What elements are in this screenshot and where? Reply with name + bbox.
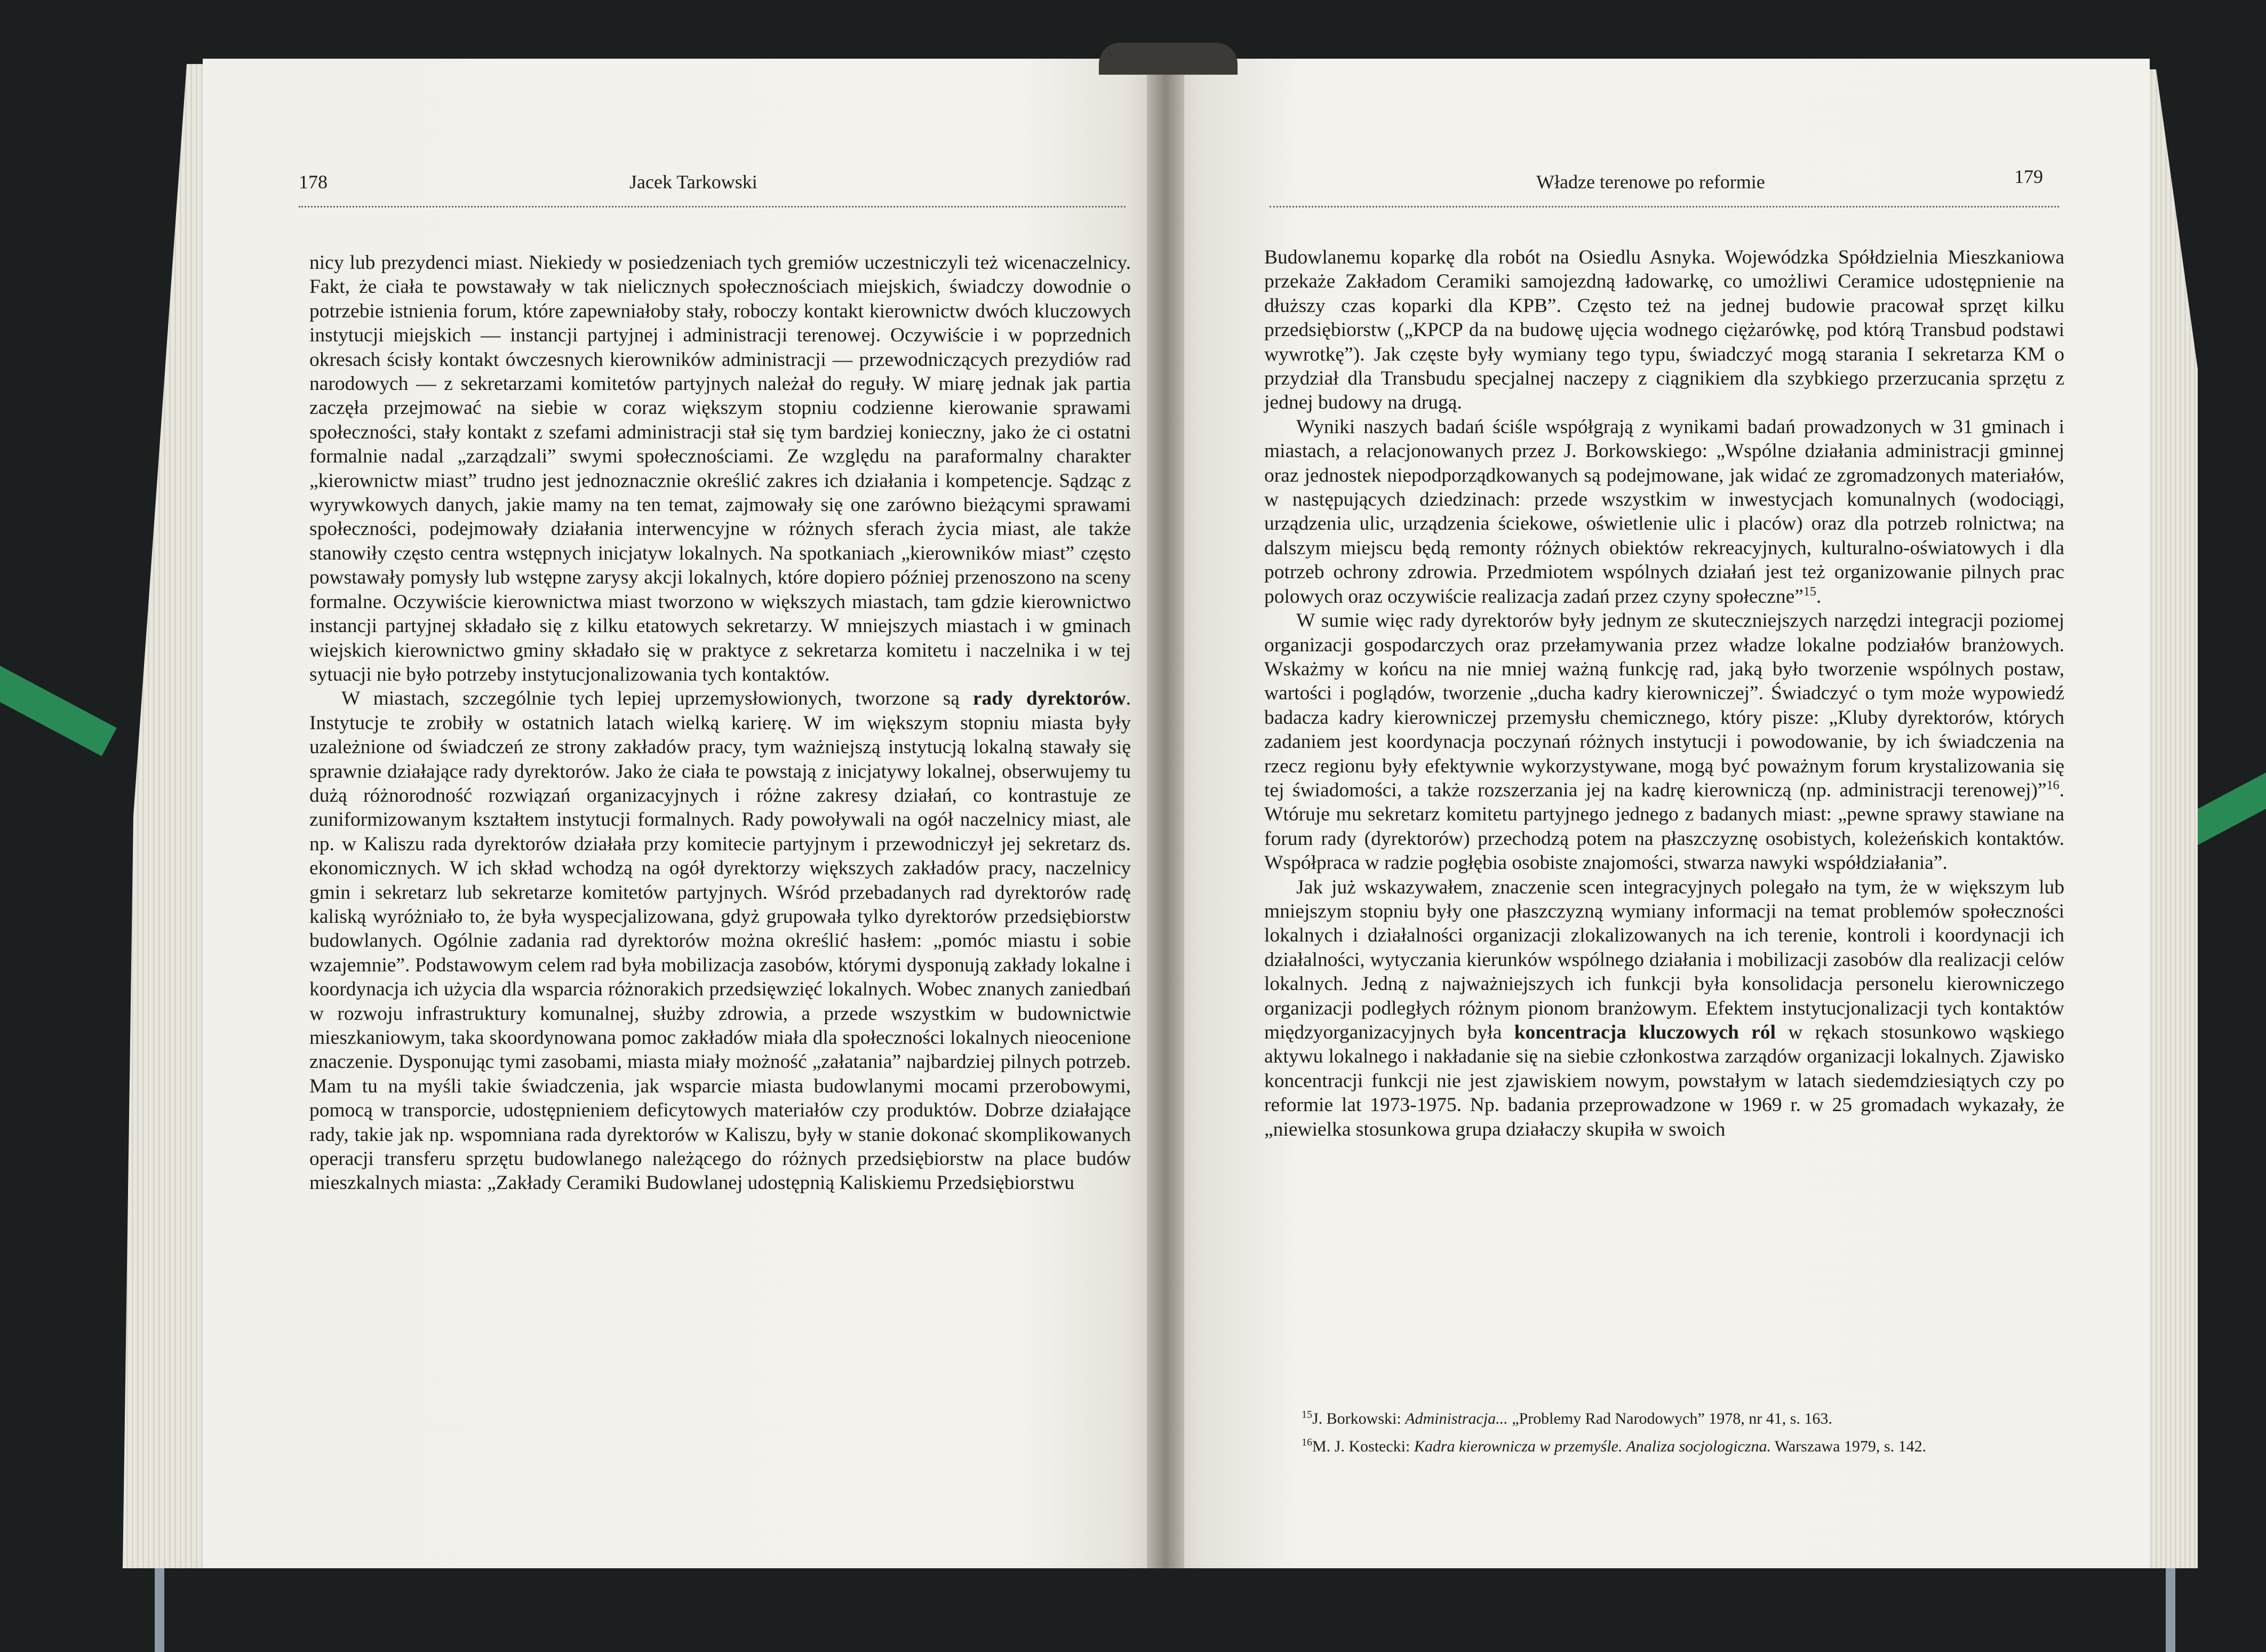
footnote-number: 15 [1302,1409,1312,1420]
right-page-header [1163,166,2150,203]
right-page [1163,59,2150,1568]
paragraph [1264,609,2064,875]
running-head: Jacek Tarkowski [629,171,757,193]
footnote-title: Kadra kierownicza w przemyśle. Analiza socjologiczna. [1414,1438,1771,1455]
page-number: 179 [2014,166,2043,187]
header-rule [299,206,1126,208]
bold-term: koncentracja kluczowych ról [1514,1021,1776,1043]
text-run: . [1816,585,1822,608]
left-page [203,59,1163,1568]
footnote-text: J. Borkowski: [1312,1410,1406,1427]
right-page-body [1264,245,2064,1142]
paragraph [1264,875,2064,1142]
footnote-text: „Problemy Rad Narodowych” 1978, nr 41, s. 163. [1507,1410,1832,1427]
footnotes [1302,1403,2064,1458]
footnote [1302,1403,2064,1431]
footnote-reference: 16 [2046,778,2060,793]
book-gutter [1147,43,1184,1568]
paragraph [1264,245,2064,415]
paragraph [309,251,1131,687]
text-run: Budowlanemu koparkę dla robót na Osiedlu Asnyka. Wojewódzka Spółdzielnia Mieszkaniowa przekaże Zakładom Ceramiki samojezdną ładowarkę, co umożliwi Ceramice udostępnienie na dłuższy czas koparki dla KPB”. Często też na jednej budowie pracował sprzęt kilku przedsiębiorstw („KPCP da na budowę ujęcia wodnego ciężarówkę, pod którą Transbud podstawi wywrotkę”). Jak częste były wymiany tego typu, świadczyć mogą starania I sekretarza KM o przydział dla Transbudu specjalnej naczepy z ciągnikiem dla szybkiego przerzucania sprzętu z jednej budowy na drugą. [1264,246,2064,414]
page-number: 178 [299,171,328,193]
footnote-reference: 15 [1803,585,1816,599]
text-run: W miastach, szczególnie tych lepiej uprzemysłowionych, tworzone są [341,688,973,710]
left-page-header [203,171,1163,203]
header-rule [1270,206,2059,208]
text-run: W sumie więc rady dyrektorów były jednym ze skuteczniejszych narzędzi integracji poziomej organizacji gospodarczych oraz przełamywania przez władze lokalne podziałów branżowych. Wskażmy w końcu na nie mniej ważną funkcję rad, jaką było tworzenie wspólnych postaw, wartości i poglądów, tworzenie „ducha kadry kierowniczej”. Świadczyć o tym może wypowiedź badacza kadry kierowniczej przemysłu chemicznego, który pisze: „Kluby dyrektorów, których zadaniem jest koordynacja poczynań różnych instytucji i powodowanie, by ich świadczenia na rzecz regionu były efektywnie wykorzystywane, mogą być poważnym forum krystalizowania się tej świadomości, a także rozszerzania jej na kadrę kierowniczą (np. administracji terenowej)” [1264,610,2064,801]
text-run: Wyniki naszych badań ściśle współgrają z wynikami badań prowadzonych w 31 gminach i miastach, a relacjonowanych przez J. Borkowskiego: „Wspólne działania administracji gminnej oraz jednostek niepodporządkowanych są podejmowane, jak widać ze zgromadzonych materiałów, w następujących dziedzinach: przede wszystkim w inwestycjach komunalnych (wodociągi, urządzenia ulic, urządzenia ściekowe, oświetlenie ulic i placów) oraz dla potrzeb rolnictwa; na dalszym miejscu będą remonty różnych obiektów rekreacyjnych, kulturalno-oświatowych i dla potrzeb ochrony zdrowia. Przedmiotem wspólnych działań jest też organizowanie pilnych prac polowych oraz oczywiście realizacja zadań przez czyny społeczne” [1264,416,2064,608]
bold-term: rady dyrektorów [972,688,1126,710]
text-run: Jak już wskazywałem, znaczenie scen integracyjnych polegało na tym, że w większym lub mniejszym stopniu były one płaszczyzną wymiany informacji na temat problemów społeczności lokalnych i działalności organizacji zlokalizowanych na ich terenie, kontroli i koordynacji ich działalności, wytyczania kierunków wspólnego działania i mobilizacji zasobów dla realizacji celów lokalnych. Jedną z najważniejszych ich funkcji była konsolidacja personelu kierowniczego organizacji podległych różnym pionom branżowym. Efektem instytucjonalizacji tych kontaktów międzyorganizacyjnych była [1264,876,2064,1043]
left-page-body [309,251,1131,1195]
paragraph [309,687,1131,1195]
footnote-number: 16 [1302,1436,1312,1448]
paragraph [1264,415,2064,609]
footnote-text: M. J. Kostecki: [1312,1438,1414,1455]
text-run: nicy lub prezydenci miast. Niekiedy w posiedzeniach tych gremiów uczestniczyli też wicenaczelnicy. Fakt, że ciała te powstawały w tak nielicznych społecznościach miejskich, świadczy dowodnie o potrzebie istnienia forum, które zapewniałoby stały, roboczy kontakt kierownictw dwóch kluczowych instytucji miejskich — instancji partyjnej i administracji terenowej. Oczywiście i w poprzednich okresach ścisły kontakt ówczesnych kierowników administracji — przewodniczących prezydiów rad narodowych — z sekretarzami komitetów partyjnych należał do reguły. W miarę jednak jak partia zaczęła przejmować na siebie w coraz większym stopniu codzienne kierowanie sprawami społeczności, stały kontakt z szefami administracji stał się tym bardziej konieczny, jako że ci ostatni formalnie nadal „zarządzali” swymi społecznościami. Ze względu na paraformalny charakter „kierownictw miast” trudno jest jednoznacznie określić zakres ich działania i kompetencje. Sądząc z wyrywkowych danych, jakie mamy na ten temat, zajmowały się one zarówno bieżącymi sprawami społeczności, podejmowały działania interwencyjne w różnych sferach życia miast, ale także stanowiły często centra wstępnych inicjatyw lokalnych. Na spotkaniach „kierowników miast” często powstawały pomysły lub wstępne zarysy akcji lokalnych, które dopiero później przenoszono na sceny formalne. Oczywiście kierownictwa miast tworzono w większych miastach, tam gdzie kierownictwo instancji partyjnej składało się z kilku etatowych sekretarzy. W mniejszych miastach i w gminach wiejskich kierownictwo gminy składało się w praktyce z sekretarza komitetu i naczelnika i w tej sytuacji nie było potrzeby instytucjonalizowania tych kontaktów. [309,252,1131,685]
text-run: w rękach stosunkowo wąskiego aktywu lokalnego i nakładanie się na siebie członkostwa zarządów organizacji lokalnych. Zjawisko koncentracji funkcji nie jest zjawiskiem nowym, powstałym w latach siedemdziesiątych czy po reformie lat 1973-1975. Np. badania przeprowadzone w 1969 r. w 25 gromadach wykazały, że „niewielka stosunkowa grupa działaczy skupiła w swoich [1264,1021,2065,1140]
footnote [1302,1431,2064,1458]
book-spine [1099,43,1238,75]
footnote-text: Warszawa 1979, s. 142. [1770,1438,1927,1455]
text-run: . Wtóruje mu sekretarz komitetu partyjnego jednego z badanych miast: „pewne sprawy stawiane na forum rady (dyrektorów) przechodzą potem na płaszczyznę osobistych, koleżeńskich kontaktów. Współpraca w radzie pogłębia osobiste znajomości, stwarza nawyki współdziałania”. [1264,779,2064,874]
footnote-title: Administracja... [1405,1410,1508,1427]
running-head: Władze terenowe po reformie [1536,171,1765,193]
text-run: . Instytucje te zrobiły w ostatnich latach wielką karierę. W im większym stopniu miasta były uzależnione od świadczeń ze strony zakładów pracy, tym ważniejszą instytucją lokalną stawały się sprawnie działające rady dyrektorów. Jako że ciała te powstają z inicjatywy lokalnej, obserwujemy tu dużą różnorodność rozwiązań organizacyjnych i różne zakresy działań, co kontrastuje ze zuniformizowanym kształtem instytucji formalnych. Rady powoływali na ogół naczelnicy miast, ale np. w Kaliszu rada dyrektorów działała przy komitecie partyjnym i przewodniczył jej sekretarz ds. ekonomicznych. W ich skład wchodzą na ogół dyrektorzy większych zakładów pracy, naczelnicy gmin i sekretarz lub sekretarze komitetów partyjnych. Wśród przebadanych rad dyrektorów radę kaliską wyróżniało to, że była wyspecjalizowana, gdyż grupowała tylko dyrektorów przedsiębiorstw budowlanych. Ogólnie zadania rad dyrektorów można określić hasłem: „pomóc miastu i sobie wzajemnie”. Podstawowym celem rad była mobilizacja zasobów, którymi dysponują zakłady lokalne i koordynacja ich użycia dla wsparcia różnorakich przedsięwzięć lokalnych. Wobec znanych zaniedbań w rozwoju infrastruktury komunalnej, służby zdrowia, a przede wszystkim w budownictwie mieszkaniowym, taka skoordynowana pomoc zakładów miała dla społeczności lokalnych nieocenione znaczenie. Dysponując tymi zasobami, miasta miały możność „załatania” najbardziej pilnych potrzeb. Mam tu na myśli takie świadczenia, jak wsparcie miasta budowlanymi mocami przerobowymi, pomocą w transporcie, udostępnieniem deficytowych materiałów czy produktów. Dobrze działające rady, takie jak np. wspomniana rada dyrektorów w Kaliszu, były w stanie dokonać skomplikowanych operacji transferu sprzętu budowlanego należącego do różnych przedsiębiorstw na place budów mieszkalnych miasta: „Zakłady Ceramiki Budowlanej udostępnią Kaliskiemu Przedsiębiorstwu [309,688,1131,1194]
